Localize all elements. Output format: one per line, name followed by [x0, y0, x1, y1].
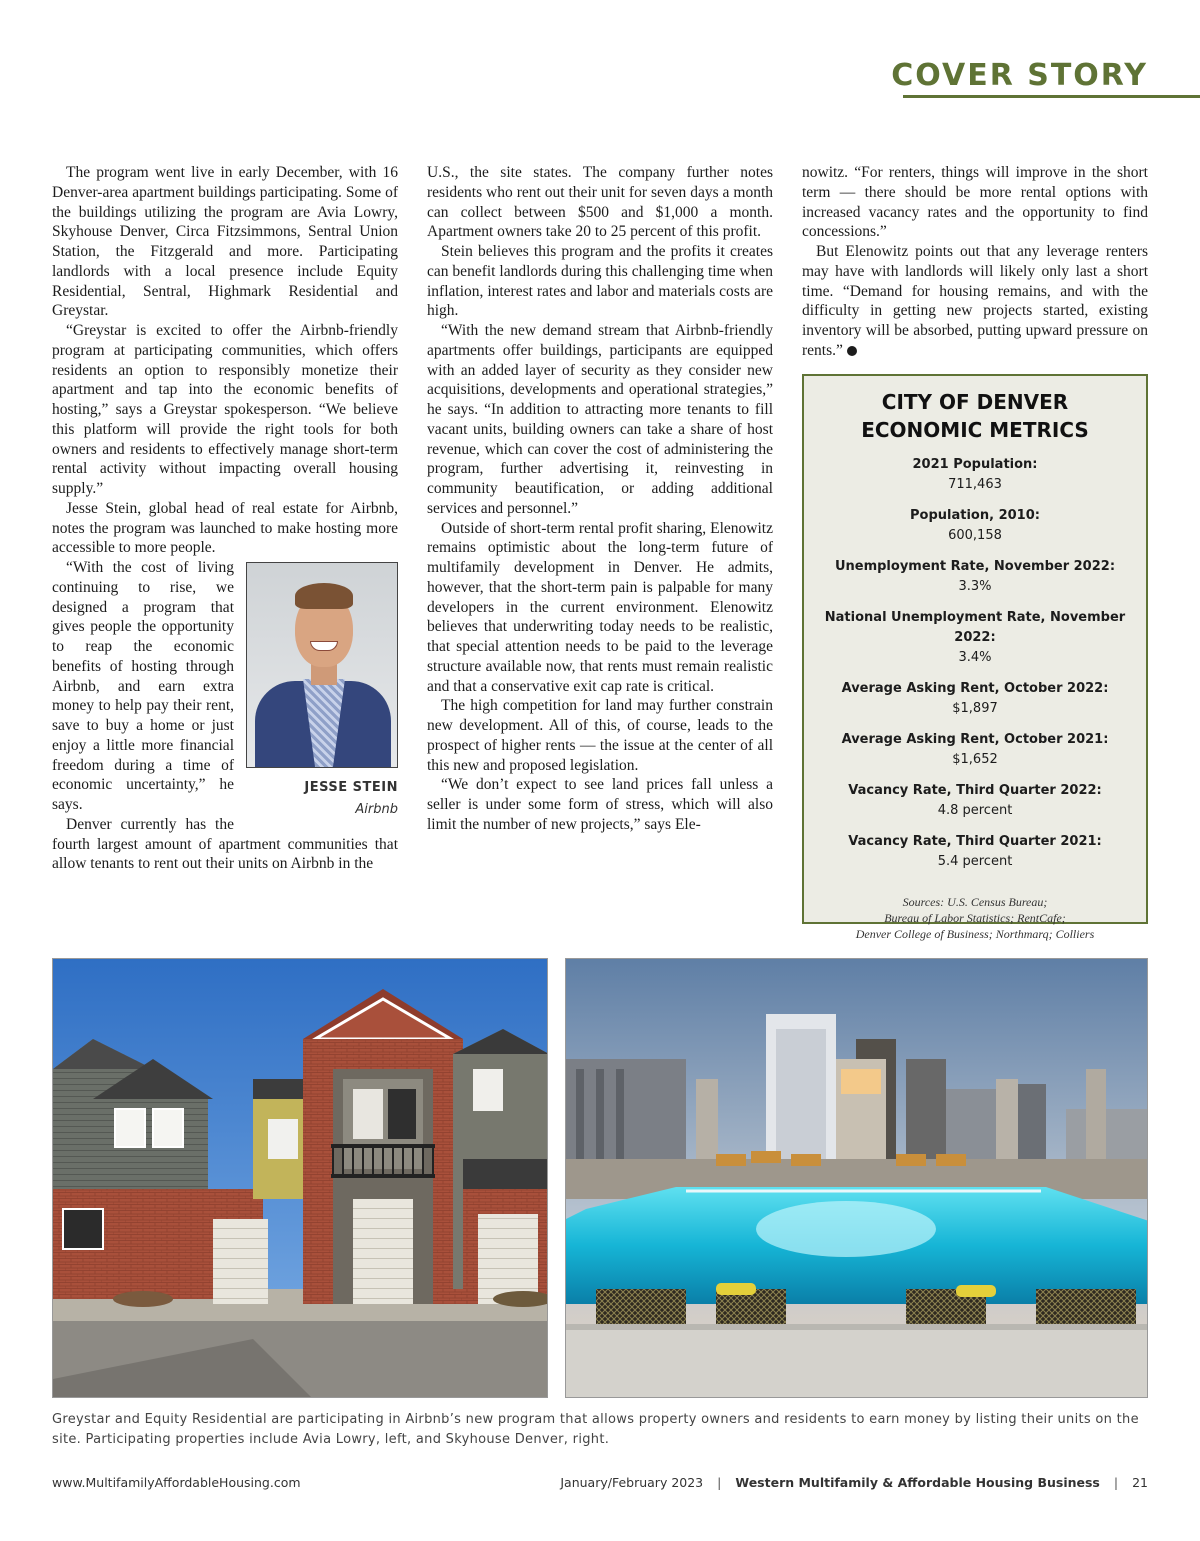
paragraph: nowitz. “For renters, things will improve in the short term — there should be more rental options with increased vacancy rates and the opportunity to find concessions.” — [802, 164, 1148, 241]
economic-metrics-sidebar — [802, 374, 1148, 941]
footer-website: www.MultifamilyAffordableHousing.com — [52, 1475, 301, 1490]
footer-separator: | — [717, 1475, 722, 1490]
paragraph: “Greystar is excited to offer the Airbnb-friendly program at participating communities, which offers residents an option to responsibly monetize their apartment and tap into the economic benefits of hosting,” says a Greystar spokesperson. “We believe this platform will provide the right tools for both owners and residents to effectively manage short-term rental activity without impacting overall housing supply.” — [52, 322, 398, 497]
footer-publication: Western Multifamily & Affordable Housing Business — [735, 1475, 1100, 1490]
paragraph: “We don’t expect to see land prices fall unless a seller is under some form of stress, which will also limit the number of new projects,” says Ele- — [427, 776, 773, 833]
metric-value: 711,463 — [948, 477, 1002, 492]
metric-item — [804, 832, 1146, 872]
paragraph: Stein believes this program and the profits it creates can benefit landlords during this challenging time when inflation, interest rates and labor and materials costs are high. — [427, 243, 773, 320]
sidebar-title: CITY OF DENVER — [881, 390, 1069, 414]
section-rule — [903, 95, 1200, 98]
metric-value: $1,652 — [952, 752, 998, 767]
sidebar-subtitle: ECONOMIC METRICS — [861, 418, 1089, 442]
footer-page-number: 21 — [1132, 1475, 1148, 1490]
metric-item — [804, 455, 1146, 495]
sources-line: Sources: U.S. Census Bureau; — [902, 895, 1048, 909]
metric-label: 2021 Population: — [912, 457, 1038, 472]
portrait-name: JESSE STEIN — [304, 780, 398, 795]
metrics-list — [804, 455, 1146, 872]
metric-label: Unemployment Rate, November 2022: — [834, 559, 1116, 574]
article-column-2 — [427, 163, 773, 835]
metric-value: $1,897 — [952, 701, 998, 716]
paragraph: U.S., the site states. The company further notes residents who rent out their unit for seven days a month can collect between $500 and $1,000 a month. Apartment owners take 20 to 25 percent of this profit. — [427, 164, 773, 241]
end-mark-icon — [847, 346, 857, 356]
metric-label: National Unemployment Rate, November 2022: — [824, 610, 1126, 645]
paragraph: The program went live in early December, with 16 Denver-area apartment buildings participating. Some of the buildings utilizing the program are Avia Lowry, Skyhouse Denver, Circa Fitzsimmons, Sentral Union Station, the Fitzgerald and more. Participating landlords with a local presence include Equity Residential, Sentral, Highmark Residential and Greystar. — [52, 164, 398, 320]
paragraph: But Elenowitz points out that any leverage renters may have with landlords will likely only last a short time. “Demand for housing remains, and with the difficulty in getting new projects started, existing inventory will be absorbed, putting upward pressure on rents.” — [802, 243, 1148, 359]
avia-lowry-photo — [52, 958, 548, 1398]
section-title: COVER STORY — [891, 58, 1148, 93]
footer-issue: January/February 2023 — [560, 1475, 704, 1490]
metric-label: Vacancy Rate, Third Quarter 2021: — [848, 834, 1102, 849]
paragraph: “With the cost of living continuing to rise, we designed a program that gives people the opportunity to reap the economic benefits of hosting through Airbnb, and earn extra money to help pay their rent, save to buy a home or just enjoy a little more financial freedom during a time of economic uncertainty,” he says. — [52, 559, 234, 813]
footer-info — [560, 1475, 1148, 1490]
metric-item — [804, 608, 1146, 668]
sources-line: Bureau of Labor Statistics; RentCafe; — [884, 911, 1066, 925]
metric-item — [804, 506, 1146, 546]
article-column-1 — [52, 163, 398, 874]
metric-item — [804, 730, 1146, 770]
metric-value: 3.3% — [958, 579, 992, 594]
paragraph: The high competition for land may further constrain new development. All of this, of course, leads to the prospect of higher rents — the issue at the center of all this new and proposed legislation. — [427, 697, 773, 774]
paragraph: Denver currently has the fourth largest amount of apartment communities that allow tenants to rent out their units on Airbnb in the — [52, 815, 398, 873]
photo-caption: Greystar and Equity Residential are participating in Airbnb’s new program that allows property owners and residents to earn money by listing their units on the site. Participating properties include Avia Lowry, left, and Skyhouse Denver, right. — [52, 1412, 1139, 1447]
metric-label: Population, 2010: — [910, 508, 1040, 523]
portrait-org: Airbnb — [355, 801, 398, 817]
sources-note — [804, 894, 1146, 942]
portrait-figure — [246, 562, 398, 820]
sources-line: Denver College of Business; Northmarq; Colliers — [855, 927, 1095, 941]
metric-item — [804, 679, 1146, 719]
paragraph: “With the new demand stream that Airbnb-friendly apartments offer buildings, participants are equipped with an added layer of security as they consider new acquisitions, developments and operational strategies,” he says. “In addition to attracting more tenants to fill vacant units, building owners can take a share of host revenue, which can cover the cost of administering the program, further advertising it, reinvesting in community beautification, or adding additional services and personnel.” — [427, 322, 773, 517]
metric-value: 5.4 percent — [937, 854, 1013, 869]
paragraph: Outside of short-term rental profit sharing, Elenowitz remains optimistic about the long-term future of multifamily development in Denver. He admits, however, that the short-term pain is palpable for many developers in the current environment. Elenowitz believes that underwriting today needs to be realistic, that special attention needs to be paid to the leverage structure available now, that rents must remain realistic and that a conservative exit cap rate is critical. — [427, 519, 773, 695]
metric-value: 3.4% — [958, 650, 992, 665]
skyhouse-denver-photo — [565, 958, 1148, 1398]
metric-label: Vacancy Rate, Third Quarter 2022: — [848, 783, 1102, 798]
portrait-photo — [246, 562, 398, 768]
article-column-3 — [802, 163, 1148, 361]
metric-item — [804, 781, 1146, 821]
metric-label: Average Asking Rent, October 2022: — [841, 681, 1109, 696]
metric-value: 4.8 percent — [937, 803, 1013, 818]
metric-item — [804, 557, 1146, 597]
metric-value: 600,158 — [948, 528, 1002, 543]
metric-label: Average Asking Rent, October 2021: — [841, 732, 1109, 747]
paragraph: Jesse Stein, global head of real estate for Airbnb, notes the program was launched to make hosting more accessible to more people. — [52, 499, 398, 557]
footer-separator: | — [1113, 1475, 1119, 1490]
